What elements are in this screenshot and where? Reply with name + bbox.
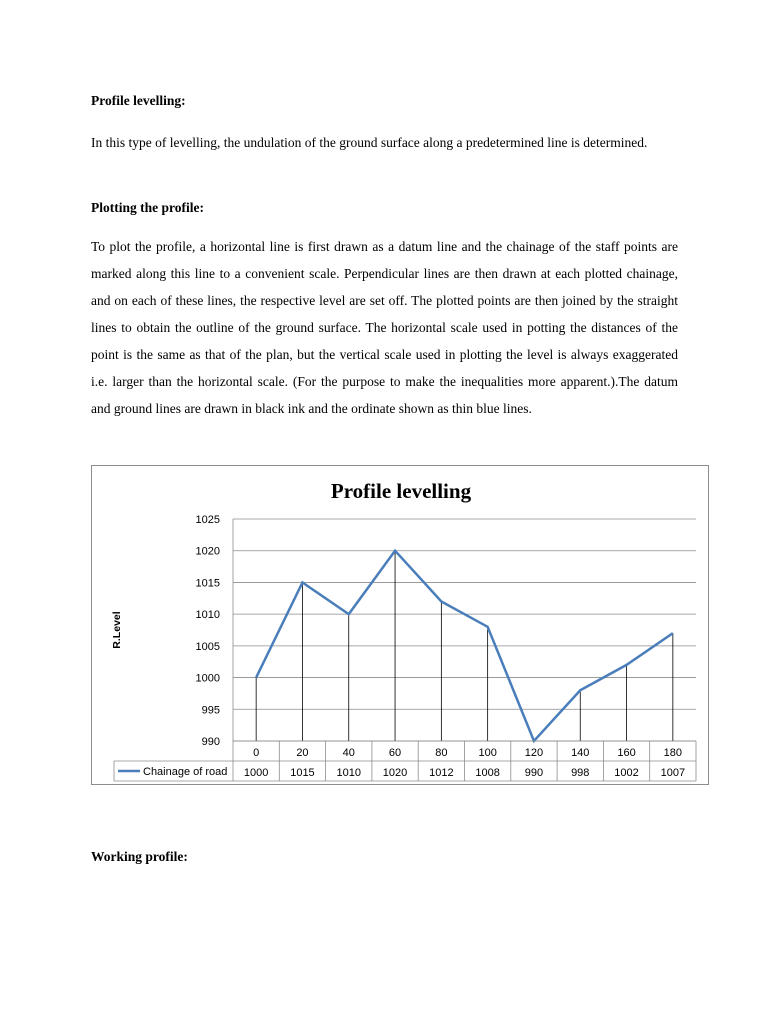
plotting-paragraph: To plot the profile, a horizontal line is first drawn as a datum line and the chainage of the staff points are marked along this line to a convenient scale. Perpendicular lines are then drawn at each plotted chainage, and on each of these lines, the respective level are set off. The plotted points are then joined by the straight lines to obtain the outline of the ground surface. The horizontal scale used in potting the distances of the point is the same as that of the plan, but the vertical scale used in plotting the level is always exaggerated i.e. larger than the horizontal scale. (For the purpose to make the inequalities more apparent.).The datum and ground lines are drawn in black ink and the ordinate shown as thin blue lines. — [91, 239, 678, 416]
profile-chart-svg — [92, 466, 710, 786]
y-tick-label: 1015 — [195, 577, 220, 590]
table-value-cell: 1000 — [243, 767, 269, 779]
x-category-label: 140 — [571, 747, 590, 759]
legend-label: Chainage of road — [143, 766, 228, 778]
table-value-cell: 1007 — [660, 767, 686, 779]
heading-working-profile: Working profile: — [91, 849, 188, 864]
y-tick-label: 1020 — [195, 545, 220, 558]
table-value-cell: 990 — [524, 767, 544, 779]
y-tick-label: 1010 — [195, 609, 220, 622]
y-tick-label: 1025 — [195, 514, 220, 526]
y-tick-label: 995 — [201, 704, 220, 717]
x-category-label: 80 — [435, 747, 448, 759]
x-category-label: 160 — [617, 747, 636, 759]
chart-title: Profile levelling — [330, 479, 472, 503]
x-category-label: 20 — [296, 747, 309, 759]
x-category-label: 100 — [478, 747, 497, 759]
x-category-label: 60 — [388, 747, 402, 759]
table-value-cell: 1015 — [290, 767, 315, 779]
y-tick-label: 990 — [201, 736, 220, 748]
table-value-cell: 1008 — [475, 767, 500, 779]
y-tick-label: 1005 — [195, 640, 220, 653]
table-value-cell: 1012 — [429, 767, 454, 779]
table-value-cell: 1002 — [614, 767, 639, 779]
y-tick-label: 1000 — [195, 672, 220, 685]
table-value-cell: 1010 — [336, 767, 361, 779]
x-category-label: 120 — [524, 747, 544, 759]
x-category-label: 40 — [342, 747, 355, 759]
table-value-cell: 998 — [571, 767, 590, 779]
table-value-cell: 1020 — [382, 767, 408, 779]
profile-chart — [91, 465, 709, 785]
x-category-label: 180 — [663, 747, 683, 759]
heading-plotting-profile: Plotting the profile: — [91, 200, 204, 215]
intro-paragraph: In this type of levelling, the undulation of the ground surface along a predetermined line is determined. — [91, 135, 648, 150]
heading-profile-levelling: Profile levelling: — [91, 93, 186, 108]
x-category-label: 0 — [253, 747, 260, 759]
y-axis-label: R.Level — [111, 611, 123, 649]
